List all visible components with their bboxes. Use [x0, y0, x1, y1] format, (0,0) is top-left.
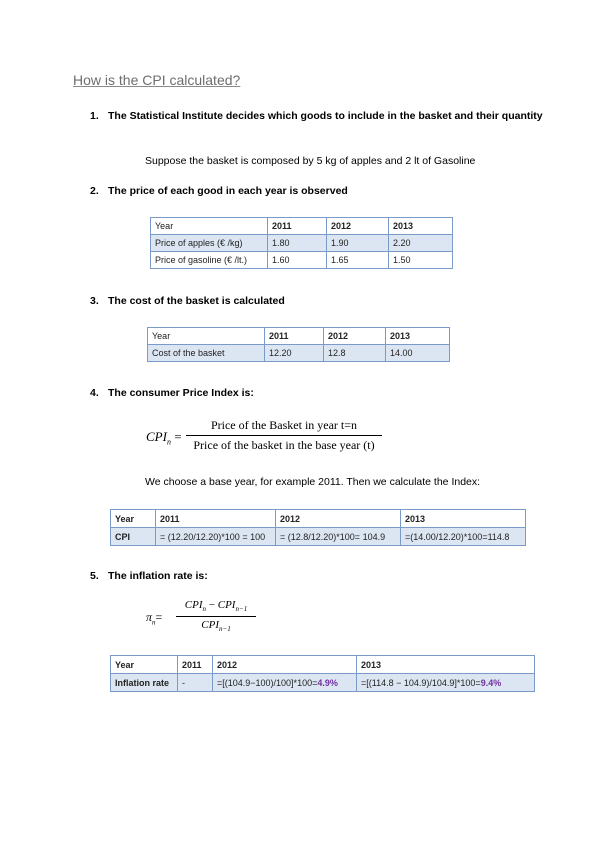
step-text: The inflation rate is: [108, 570, 208, 582]
inflation-percent: 4.9% [317, 677, 338, 688]
table-header: 2013 [389, 218, 453, 235]
table-cell [213, 674, 357, 692]
table-cell: Price of apples (€ /kg) [151, 235, 268, 252]
table-row [148, 328, 450, 345]
table-cell: 2.20 [389, 235, 453, 252]
table-row [111, 510, 526, 528]
table-row [148, 345, 450, 362]
table-header: 2012 [327, 218, 389, 235]
table-cell: =(14.00/12.20)*100=114.8 [401, 528, 526, 546]
table-header: Year [111, 656, 178, 674]
page-title: How is the CPI calculated? [73, 72, 241, 88]
table-row [151, 252, 453, 269]
table-cell: CPI [111, 528, 156, 546]
table-cell: 12.8 [324, 345, 386, 362]
table-header: 2011 [178, 656, 213, 674]
table-cell: 1.65 [327, 252, 389, 269]
base-year-note: We choose a base year, for example 2011. Then we calculate the Index: [145, 476, 481, 488]
price-table [150, 217, 453, 269]
table-header: 2013 [357, 656, 535, 674]
table-header: Year [148, 328, 265, 345]
formula-denominator: Price of the basket in the base year (t) [193, 438, 375, 452]
step-text: The cost of the basket is calculated [108, 295, 285, 307]
table-row [151, 235, 453, 252]
table-cell: 1.50 [389, 252, 453, 269]
table-header: 2012 [276, 510, 401, 528]
table-header: 2011 [268, 218, 327, 235]
table-cell: = (12.8/12.20)*100= 104.9 [276, 528, 401, 546]
fraction-bar [176, 616, 256, 617]
cpi-formula [146, 418, 386, 458]
formula-symbol: CPI [146, 429, 167, 444]
table-cell [357, 674, 535, 692]
calc-expression: =[(114.8 − 104.9)/104.9]*100= [361, 677, 481, 688]
table-header: 2011 [265, 328, 324, 345]
formula-symbol: π [146, 610, 153, 624]
table-cell: 14.00 [386, 345, 450, 362]
table-cell: 12.20 [265, 345, 324, 362]
table-cell: Inflation rate [111, 674, 178, 692]
inflation-formula [146, 598, 286, 638]
formula-denominator: $CPI_{n-1}$ [201, 619, 231, 634]
table-cell: - [178, 674, 213, 692]
table-cell: 1.90 [327, 235, 389, 252]
step-number: 2. [90, 185, 99, 197]
table-header: Year [151, 218, 268, 235]
step-text: The Statistical Institute decides which goods to include in the basket and their quantity [108, 110, 543, 122]
formula-subscript: n [166, 437, 171, 447]
basket-note: Suppose the basket is composed by 5 kg of apples and 2 lt of Gasoline [145, 155, 476, 167]
table-cell: = (12.20/12.20)*100 = 100 [156, 528, 276, 546]
table-header: Year [111, 510, 156, 528]
table-row [111, 528, 526, 546]
formula-equals: = [155, 610, 163, 624]
table-row [111, 674, 535, 692]
table-cell: 1.60 [268, 252, 327, 269]
fraction-bar [186, 435, 382, 436]
step-text: The price of each good in each year is observed [108, 185, 348, 197]
table-row [151, 218, 453, 235]
calc-expression: =[(104.9−100)/100]*100= [217, 677, 318, 688]
step-number: 4. [90, 387, 99, 399]
step-number: 3. [90, 295, 99, 307]
inflation-table [110, 655, 535, 692]
table-header: 2012 [213, 656, 357, 674]
table-cell: 1.80 [268, 235, 327, 252]
step-number: 5. [90, 570, 99, 582]
cpi-table [110, 509, 526, 546]
table-cell: Price of gasoline (€ /lt.) [151, 252, 268, 269]
formula-subscript: n [152, 618, 156, 627]
formula-numerator: $CPI_n - CPI_{n-1}$ [184, 599, 248, 614]
step-number: 1. [90, 110, 99, 122]
formula-equals: = [174, 429, 182, 444]
table-cell: Cost of the basket [148, 345, 265, 362]
table-header: 2012 [324, 328, 386, 345]
cost-table [147, 327, 450, 362]
table-header: 2011 [156, 510, 276, 528]
inflation-percent: 9.4% [480, 677, 502, 688]
formula-numerator: Price of the Basket in year t=n [210, 418, 358, 432]
table-header: 2013 [401, 510, 526, 528]
table-row [111, 656, 535, 674]
table-header: 2013 [386, 328, 450, 345]
step-text: The consumer Price Index is: [108, 387, 254, 399]
